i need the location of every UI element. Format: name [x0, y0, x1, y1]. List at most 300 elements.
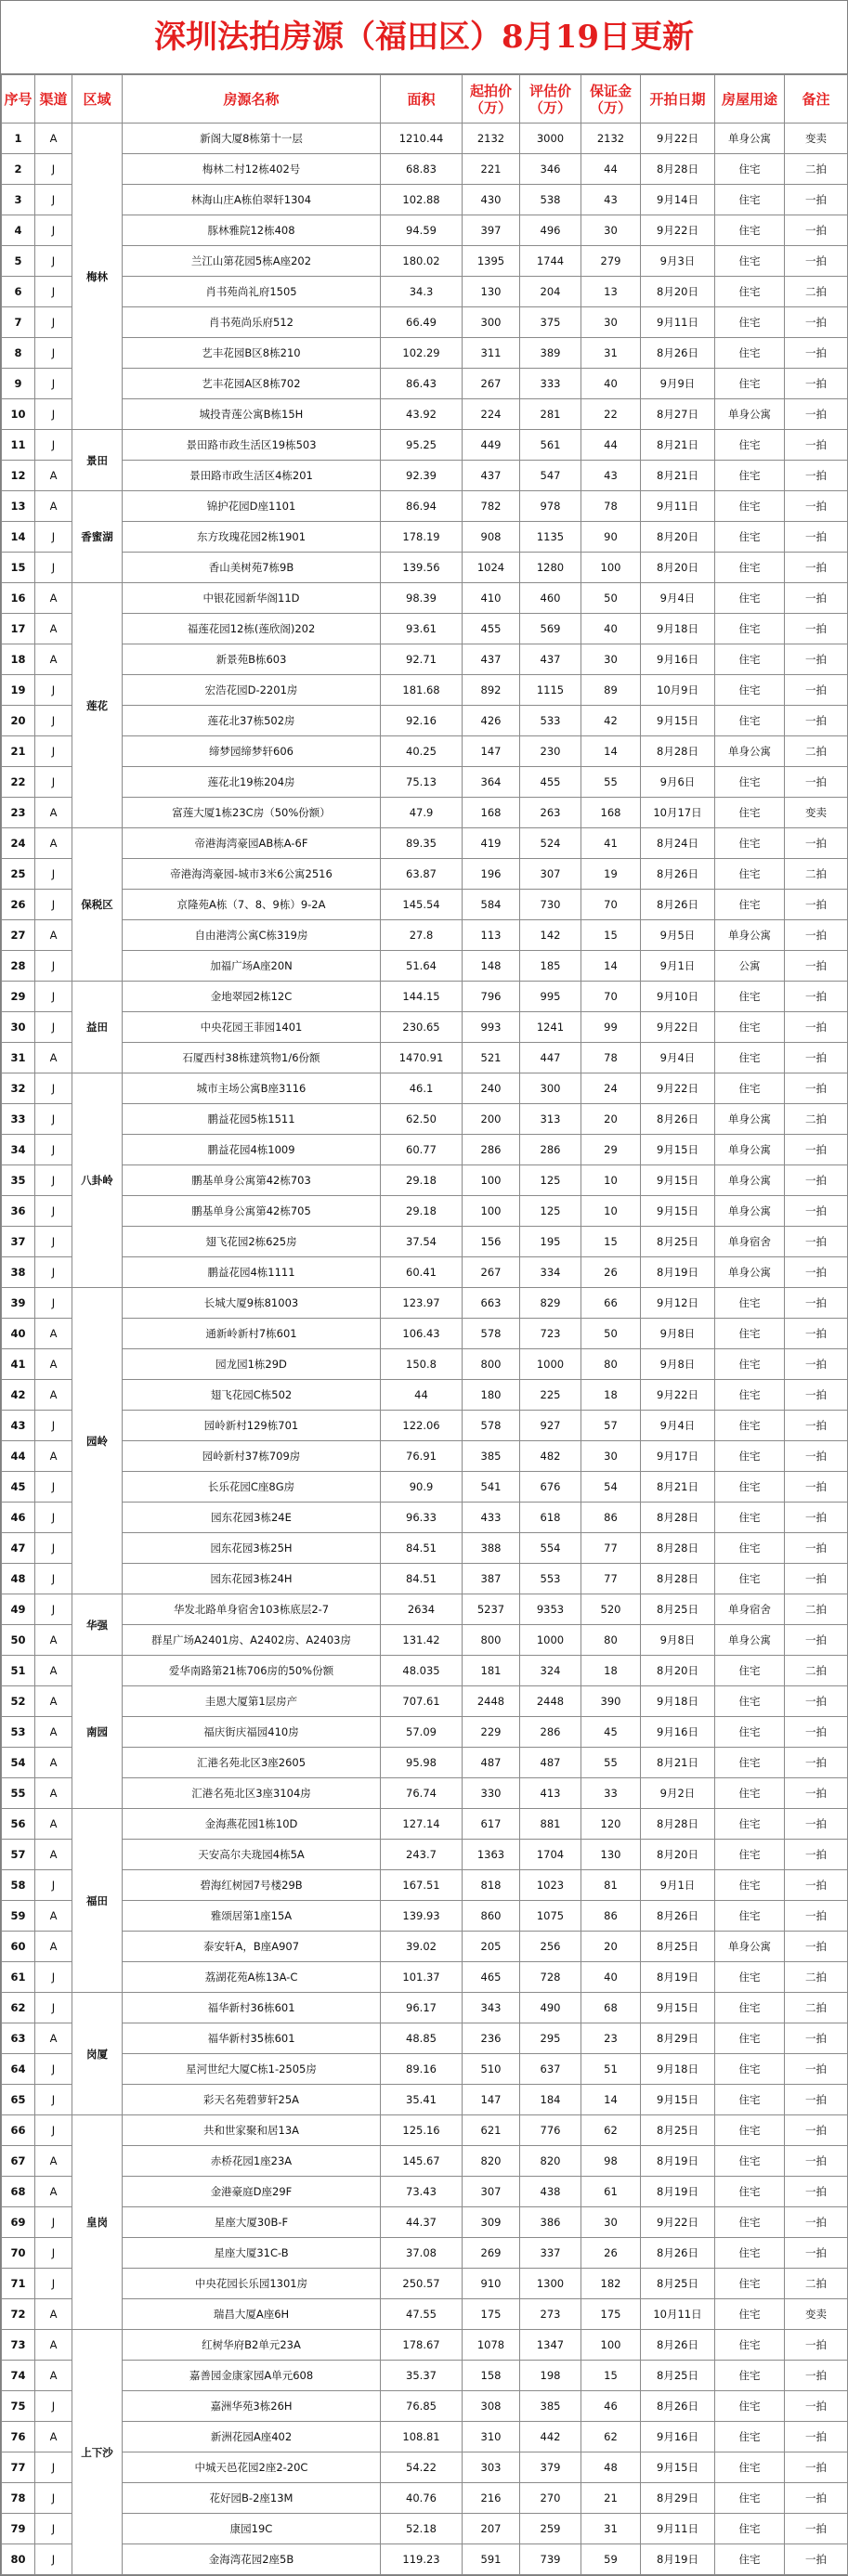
auction-date-cell: 8月21日: [641, 1748, 715, 1778]
table-row: [2, 1717, 848, 1748]
table-row: [2, 2207, 848, 2238]
eval-price-cell: 125: [520, 1196, 581, 1227]
start-price-cell: 2448: [463, 1686, 520, 1717]
deposit-cell: 390: [581, 1686, 641, 1717]
usage-cell: 住宅: [715, 859, 785, 890]
table-row: [2, 1380, 848, 1411]
start-price-cell: 310: [463, 2422, 520, 2452]
eval-price-cell: 1075: [520, 1901, 581, 1932]
deposit-cell: 175: [581, 2299, 641, 2330]
header-usage: 房屋用途: [715, 75, 785, 124]
area-group-cell: 八卦岭: [72, 1073, 123, 1288]
table-row: [2, 890, 848, 920]
deposit-cell: 520: [581, 1594, 641, 1625]
note-cell: 一拍: [785, 2330, 848, 2361]
eval-price-cell: 553: [520, 1564, 581, 1594]
start-price-cell: 269: [463, 2238, 520, 2269]
property-name-cell: 圭恩大厦第1层房产: [123, 1686, 381, 1717]
start-price-cell: 307: [463, 2177, 520, 2207]
eval-price-cell: 281: [520, 399, 581, 430]
usage-cell: 单身公寓: [715, 1625, 785, 1656]
table-row: [2, 736, 848, 767]
note-cell: 一拍: [785, 1717, 848, 1748]
usage-cell: 单身公寓: [715, 1196, 785, 1227]
eval-price-cell: 1280: [520, 553, 581, 583]
usage-cell: 住宅: [715, 1778, 785, 1809]
note-cell: 一拍: [785, 2361, 848, 2391]
auction-date-cell: 8月28日: [641, 736, 715, 767]
table-row: [2, 1288, 848, 1319]
channel-cell: J: [35, 982, 72, 1012]
auction-date-cell: 8月25日: [641, 2115, 715, 2146]
deposit-cell: 168: [581, 798, 641, 828]
row-number: 48: [2, 1564, 35, 1594]
auction-date-cell: 8月21日: [641, 461, 715, 491]
start-price-cell: 387: [463, 1564, 520, 1594]
note-cell: 二拍: [785, 1993, 848, 2023]
eval-price-cell: 389: [520, 338, 581, 369]
eval-price-cell: 829: [520, 1288, 581, 1319]
area-group-cell: 香蜜湖: [72, 491, 123, 583]
eval-price-cell: 618: [520, 1503, 581, 1533]
row-number: 1: [2, 124, 35, 154]
auction-date-cell: 8月26日: [641, 859, 715, 890]
auction-date-cell: 9月10日: [641, 982, 715, 1012]
row-number: 74: [2, 2361, 35, 2391]
note-cell: 一拍: [785, 2115, 848, 2146]
size-cell: 101.37: [381, 1962, 463, 1993]
auction-date-cell: 9月4日: [641, 1043, 715, 1073]
auction-date-cell: 8月25日: [641, 1227, 715, 1257]
start-price-cell: 224: [463, 399, 520, 430]
deposit-cell: 78: [581, 1043, 641, 1073]
channel-cell: J: [35, 859, 72, 890]
start-price-cell: 309: [463, 2207, 520, 2238]
auction-date-cell: 9月16日: [641, 1717, 715, 1748]
note-cell: 一拍: [785, 1533, 848, 1564]
table-row: [2, 553, 848, 583]
eval-price-cell: 307: [520, 859, 581, 890]
usage-cell: 住宅: [715, 2054, 785, 2085]
property-name-cell: 香山美树苑7栋9B: [123, 553, 381, 583]
channel-cell: J: [35, 1564, 72, 1594]
usage-cell: 住宅: [715, 2115, 785, 2146]
header-eval-price: 评估价（万）: [520, 75, 581, 124]
size-cell: 102.29: [381, 338, 463, 369]
deposit-cell: 15: [581, 1227, 641, 1257]
start-price-cell: 1395: [463, 246, 520, 277]
size-cell: 52.18: [381, 2514, 463, 2544]
size-cell: 29.18: [381, 1196, 463, 1227]
table-row: [2, 2177, 848, 2207]
row-number: 8: [2, 338, 35, 369]
row-number: 70: [2, 2238, 35, 2269]
row-number: 73: [2, 2330, 35, 2361]
table-row: [2, 1165, 848, 1196]
deposit-cell: 78: [581, 491, 641, 522]
row-number: 52: [2, 1686, 35, 1717]
row-number: 36: [2, 1196, 35, 1227]
auction-date-cell: 8月26日: [641, 1901, 715, 1932]
property-name-cell: 爱华南路第21栋706房的50%份额: [123, 1656, 381, 1686]
property-name-cell: 帝港海湾豪园-城市3米6公寓2516: [123, 859, 381, 890]
note-cell: 一拍: [785, 828, 848, 859]
start-price-cell: 181: [463, 1656, 520, 1686]
property-name-cell: 鹏基单身公寓第42栋703: [123, 1165, 381, 1196]
header-start-price: 起拍价（万）: [463, 75, 520, 124]
row-number: 32: [2, 1073, 35, 1104]
start-price-cell: 158: [463, 2361, 520, 2391]
start-price-cell: 617: [463, 1809, 520, 1840]
deposit-cell: 30: [581, 1441, 641, 1472]
property-name-cell: 福华新村36栋601: [123, 1993, 381, 2023]
auction-date-cell: 9月11日: [641, 307, 715, 338]
start-price-cell: 993: [463, 1012, 520, 1043]
start-price-cell: 1363: [463, 1840, 520, 1870]
note-cell: 一拍: [785, 2054, 848, 2085]
row-number: 68: [2, 2177, 35, 2207]
row-number: 67: [2, 2146, 35, 2177]
start-price-cell: 437: [463, 461, 520, 491]
row-number: 43: [2, 1411, 35, 1441]
table-row: [2, 399, 848, 430]
property-name-cell: 自由港湾公寓C栋319房: [123, 920, 381, 951]
usage-cell: 住宅: [715, 1349, 785, 1380]
start-price-cell: 308: [463, 2391, 520, 2422]
row-number: 12: [2, 461, 35, 491]
note-cell: 一拍: [785, 1288, 848, 1319]
row-number: 66: [2, 2115, 35, 2146]
eval-price-cell: 482: [520, 1441, 581, 1472]
usage-cell: 住宅: [715, 644, 785, 675]
channel-cell: A: [35, 828, 72, 859]
usage-cell: 住宅: [715, 2391, 785, 2422]
auction-date-cell: 8月29日: [641, 2483, 715, 2514]
property-name-cell: 通新岭新村7栋601: [123, 1319, 381, 1349]
deposit-cell: 26: [581, 2238, 641, 2269]
table-row: [2, 491, 848, 522]
note-cell: 一拍: [785, 461, 848, 491]
start-price-cell: 410: [463, 583, 520, 614]
note-cell: 一拍: [785, 2422, 848, 2452]
usage-cell: 住宅: [715, 2514, 785, 2544]
row-number: 34: [2, 1135, 35, 1165]
deposit-cell: 54: [581, 1472, 641, 1503]
table-row: [2, 430, 848, 461]
property-name-cell: 富莲大厦1栋23C房（50%份额）: [123, 798, 381, 828]
auction-date-cell: 9月22日: [641, 1012, 715, 1043]
usage-cell: 住宅: [715, 1012, 785, 1043]
row-number: 38: [2, 1257, 35, 1288]
deposit-cell: 43: [581, 461, 641, 491]
usage-cell: 单身公寓: [715, 1257, 785, 1288]
table-row: [2, 2361, 848, 2391]
deposit-cell: 44: [581, 430, 641, 461]
property-name-cell: 汇港名苑北区3座2605: [123, 1748, 381, 1778]
property-name-cell: 金海湾花园2座5B: [123, 2544, 381, 2575]
size-cell: 76.74: [381, 1778, 463, 1809]
property-name-cell: 帝港海湾豪园AB栋A-6F: [123, 828, 381, 859]
row-number: 5: [2, 246, 35, 277]
usage-cell: 住宅: [715, 2085, 785, 2115]
size-cell: 76.91: [381, 1441, 463, 1472]
table-row: [2, 859, 848, 890]
note-cell: 一拍: [785, 1319, 848, 1349]
auction-date-cell: 9月4日: [641, 583, 715, 614]
channel-cell: J: [35, 736, 72, 767]
channel-cell: J: [35, 675, 72, 706]
deposit-cell: 81: [581, 1870, 641, 1901]
usage-cell: 住宅: [715, 2269, 785, 2299]
deposit-cell: 42: [581, 706, 641, 736]
usage-cell: 住宅: [715, 2238, 785, 2269]
size-cell: 108.81: [381, 2422, 463, 2452]
area-group-cell: 园岭: [72, 1288, 123, 1594]
row-number: 54: [2, 1748, 35, 1778]
auction-date-cell: 8月26日: [641, 2330, 715, 2361]
deposit-cell: 66: [581, 1288, 641, 1319]
start-price-cell: 148: [463, 951, 520, 982]
deposit-cell: 62: [581, 2422, 641, 2452]
start-price-cell: 240: [463, 1073, 520, 1104]
start-price-cell: 130: [463, 277, 520, 307]
usage-cell: 住宅: [715, 246, 785, 277]
auction-date-cell: 9月12日: [641, 1288, 715, 1319]
usage-cell: 住宅: [715, 369, 785, 399]
auction-date-cell: 8月20日: [641, 1840, 715, 1870]
eval-price-cell: 2448: [520, 1686, 581, 1717]
property-name-cell: 华发北路单身宿舍103栋底层2-7: [123, 1594, 381, 1625]
usage-cell: 住宅: [715, 1411, 785, 1441]
start-price-cell: 796: [463, 982, 520, 1012]
note-cell: 一拍: [785, 706, 848, 736]
note-cell: 二拍: [785, 1594, 848, 1625]
channel-cell: A: [35, 920, 72, 951]
auction-date-cell: 9月1日: [641, 1870, 715, 1901]
eval-price-cell: 1241: [520, 1012, 581, 1043]
size-cell: 29.18: [381, 1165, 463, 1196]
channel-cell: A: [35, 2299, 72, 2330]
row-number: 79: [2, 2514, 35, 2544]
property-name-cell: 康园19C: [123, 2514, 381, 2544]
auction-date-cell: 8月21日: [641, 1472, 715, 1503]
auction-date-cell: 9月15日: [641, 1135, 715, 1165]
area-group-cell: 福田: [72, 1809, 123, 1993]
table-header: [2, 75, 848, 124]
note-cell: 一拍: [785, 1809, 848, 1840]
auction-date-cell: 8月26日: [641, 2391, 715, 2422]
row-number: 40: [2, 1319, 35, 1349]
start-price-cell: 147: [463, 2085, 520, 2115]
eval-price-cell: 561: [520, 430, 581, 461]
start-price-cell: 433: [463, 1503, 520, 1533]
usage-cell: 住宅: [715, 553, 785, 583]
deposit-cell: 14: [581, 951, 641, 982]
row-number: 77: [2, 2452, 35, 2483]
eval-price-cell: 1000: [520, 1625, 581, 1656]
start-price-cell: 100: [463, 1165, 520, 1196]
property-name-cell: 肖书苑尚乐府512: [123, 307, 381, 338]
size-cell: 40.76: [381, 2483, 463, 2514]
usage-cell: 住宅: [715, 2483, 785, 2514]
note-cell: 一拍: [785, 1932, 848, 1962]
auction-date-cell: 9月8日: [641, 1349, 715, 1380]
start-price-cell: 180: [463, 1380, 520, 1411]
channel-cell: J: [35, 1104, 72, 1135]
size-cell: 54.22: [381, 2452, 463, 2483]
size-cell: 119.23: [381, 2544, 463, 2575]
start-price-cell: 236: [463, 2023, 520, 2054]
size-cell: 57.09: [381, 1717, 463, 1748]
table-row: [2, 1533, 848, 1564]
usage-cell: 住宅: [715, 767, 785, 798]
property-name-cell: 城市主场公寓B座3116: [123, 1073, 381, 1104]
note-cell: 一拍: [785, 2544, 848, 2575]
property-name-cell: 红树华府B2单元23A: [123, 2330, 381, 2361]
property-name-cell: 翅飞花园C栋502: [123, 1380, 381, 1411]
property-name-cell: 嘉洲华苑3栋26H: [123, 2391, 381, 2422]
deposit-cell: 30: [581, 644, 641, 675]
auction-date-cell: 8月20日: [641, 277, 715, 307]
property-name-cell: 林海山庄A栋伯翠轩1304: [123, 185, 381, 215]
usage-cell: 住宅: [715, 1870, 785, 1901]
channel-cell: J: [35, 706, 72, 736]
channel-cell: J: [35, 1594, 72, 1625]
channel-cell: A: [35, 1380, 72, 1411]
header-date: 开拍日期: [641, 75, 715, 124]
channel-cell: J: [35, 369, 72, 399]
start-price-cell: 818: [463, 1870, 520, 1901]
deposit-cell: 98: [581, 2146, 641, 2177]
size-cell: 94.59: [381, 215, 463, 246]
usage-cell: 住宅: [715, 1441, 785, 1472]
note-cell: 一拍: [785, 1441, 848, 1472]
channel-cell: J: [35, 1411, 72, 1441]
usage-cell: 住宅: [715, 1840, 785, 1870]
size-cell: 60.41: [381, 1257, 463, 1288]
eval-price-cell: 300: [520, 1073, 581, 1104]
start-price-cell: 388: [463, 1533, 520, 1564]
channel-cell: J: [35, 2391, 72, 2422]
note-cell: 一拍: [785, 1503, 848, 1533]
deposit-cell: 20: [581, 1104, 641, 1135]
row-number: 76: [2, 2422, 35, 2452]
table-row: [2, 2023, 848, 2054]
property-name-cell: 嘉善园金康家园A单元608: [123, 2361, 381, 2391]
auction-date-cell: 8月26日: [641, 1104, 715, 1135]
eval-price-cell: 995: [520, 982, 581, 1012]
table-row: [2, 1073, 848, 1104]
size-cell: 178.67: [381, 2330, 463, 2361]
auction-date-cell: 8月28日: [641, 1503, 715, 1533]
auction-date-cell: 8月28日: [641, 1533, 715, 1564]
channel-cell: A: [35, 1901, 72, 1932]
row-number: 28: [2, 951, 35, 982]
eval-price-cell: 204: [520, 277, 581, 307]
table-row: [2, 185, 848, 215]
eval-price-cell: 286: [520, 1717, 581, 1748]
auction-date-cell: 9月5日: [641, 920, 715, 951]
auction-date-cell: 9月6日: [641, 767, 715, 798]
eval-price-cell: 256: [520, 1932, 581, 1962]
usage-cell: 住宅: [715, 154, 785, 185]
channel-cell: A: [35, 1840, 72, 1870]
auction-date-cell: 9月14日: [641, 185, 715, 215]
property-name-cell: 梅林二村12栋402号: [123, 154, 381, 185]
note-cell: 变卖: [785, 2299, 848, 2330]
note-cell: 一拍: [785, 644, 848, 675]
row-number: 58: [2, 1870, 35, 1901]
deposit-cell: 50: [581, 1319, 641, 1349]
table-row: [2, 1962, 848, 1993]
note-cell: 一拍: [785, 1073, 848, 1104]
usage-cell: 住宅: [715, 1503, 785, 1533]
table-row: [2, 1196, 848, 1227]
deposit-cell: 24: [581, 1073, 641, 1104]
deposit-cell: 31: [581, 338, 641, 369]
size-cell: 144.15: [381, 982, 463, 1012]
row-number: 3: [2, 185, 35, 215]
row-number: 22: [2, 767, 35, 798]
auction-date-cell: 9月17日: [641, 1441, 715, 1472]
deposit-cell: 45: [581, 1717, 641, 1748]
auction-date-cell: 8月28日: [641, 154, 715, 185]
row-number: 29: [2, 982, 35, 1012]
row-number: 50: [2, 1625, 35, 1656]
note-cell: 二拍: [785, 154, 848, 185]
deposit-cell: 61: [581, 2177, 641, 2207]
eval-price-cell: 455: [520, 767, 581, 798]
channel-cell: J: [35, 1533, 72, 1564]
deposit-cell: 20: [581, 1932, 641, 1962]
property-name-cell: 花好园B-2座13M: [123, 2483, 381, 2514]
row-number: 59: [2, 1901, 35, 1932]
area-group-cell: 上下沙: [72, 2330, 123, 2575]
property-name-cell: 金海燕花园1栋10D: [123, 1809, 381, 1840]
eval-price-cell: 346: [520, 154, 581, 185]
property-name-cell: 缔梦园缔梦轩606: [123, 736, 381, 767]
start-price-cell: 267: [463, 369, 520, 399]
eval-price-cell: 1744: [520, 246, 581, 277]
row-number: 60: [2, 1932, 35, 1962]
deposit-cell: 120: [581, 1809, 641, 1840]
table-row: [2, 1227, 848, 1257]
table-row: [2, 706, 848, 736]
row-number: 39: [2, 1288, 35, 1319]
size-cell: 90.9: [381, 1472, 463, 1503]
usage-cell: 住宅: [715, 2361, 785, 2391]
usage-cell: 住宅: [715, 1472, 785, 1503]
row-number: 41: [2, 1349, 35, 1380]
usage-cell: 单身宿舍: [715, 1227, 785, 1257]
deposit-cell: 18: [581, 1380, 641, 1411]
note-cell: 二拍: [785, 1962, 848, 1993]
table-row: [2, 2483, 848, 2514]
property-name-cell: 荔湖花苑A栋13A-C: [123, 1962, 381, 1993]
table-row: [2, 1901, 848, 1932]
table-row: [2, 1625, 848, 1656]
deposit-cell: 130: [581, 1840, 641, 1870]
size-cell: 102.88: [381, 185, 463, 215]
header-name: 房源名称: [123, 75, 381, 124]
table-row: [2, 124, 848, 154]
note-cell: 一拍: [785, 215, 848, 246]
size-cell: 86.43: [381, 369, 463, 399]
channel-cell: J: [35, 1165, 72, 1196]
channel-cell: J: [35, 1288, 72, 1319]
row-number: 62: [2, 1993, 35, 2023]
size-cell: 1470.91: [381, 1043, 463, 1073]
